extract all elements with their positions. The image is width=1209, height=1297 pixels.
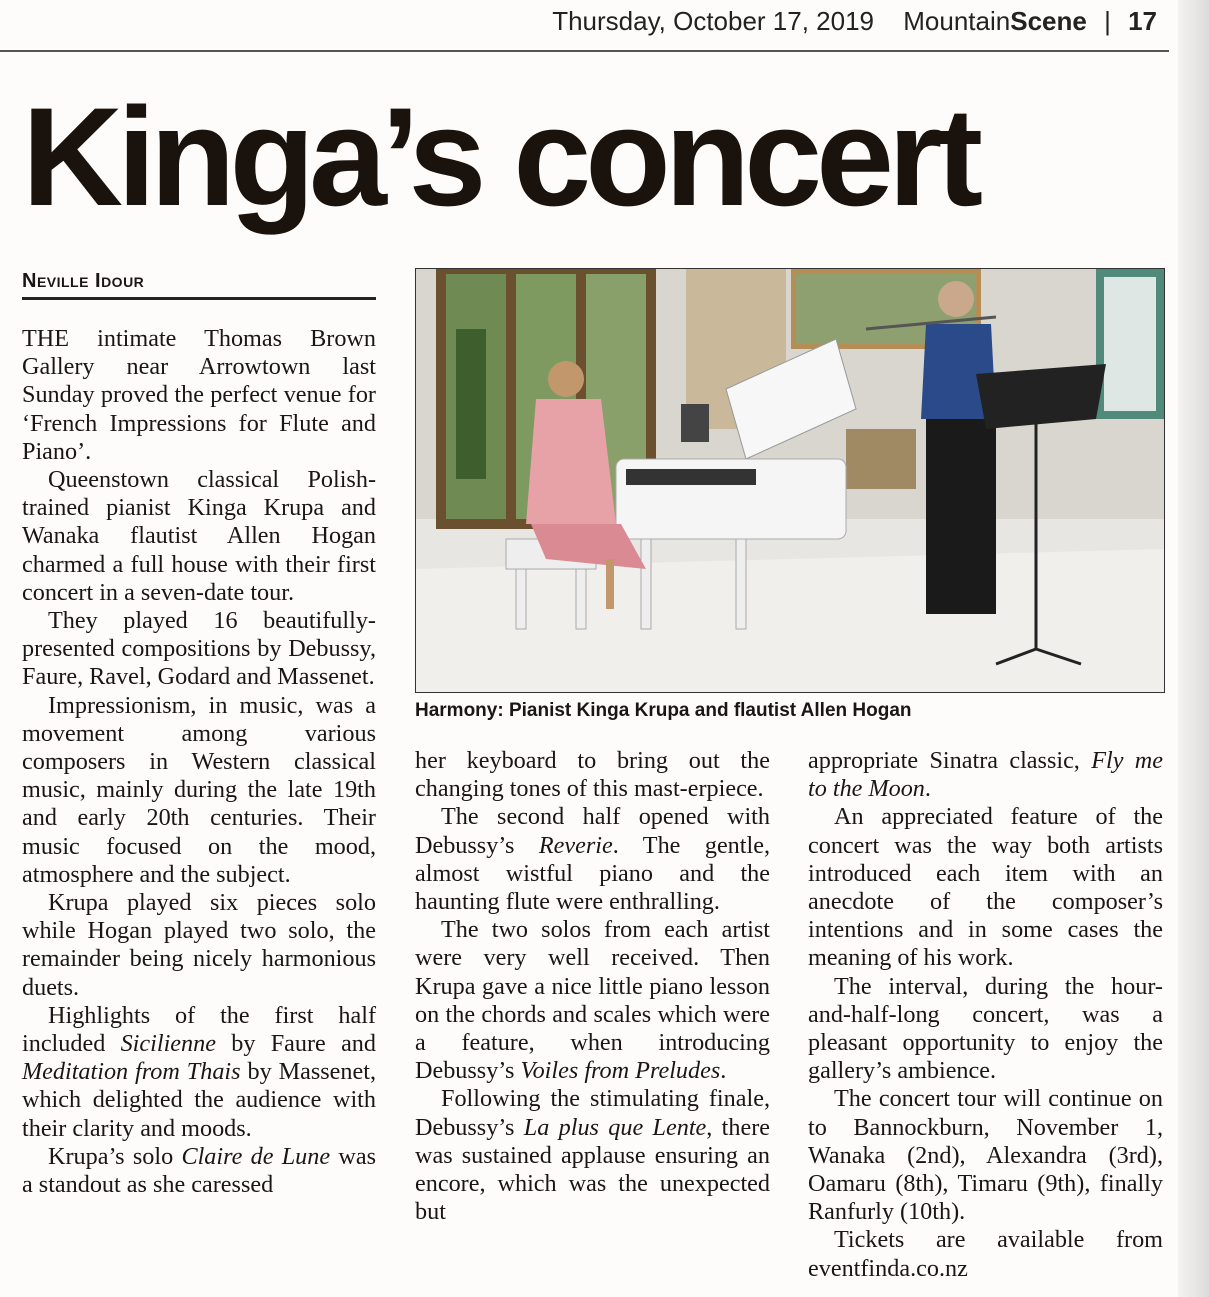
paragraph	[415, 916, 770, 1085]
text-run: .	[720, 1057, 727, 1085]
article-column-1	[22, 325, 376, 1199]
paragraph: THE intimate Thomas Brown Gallery near Arrowtown last Sunday proved the perfect venue for ‘French Impressions for Flute and Piano’.	[22, 325, 376, 465]
paragraph: Tickets are available from eventfinda.co.nz	[808, 1226, 1163, 1282]
brand-regular: Mountain	[903, 6, 1011, 36]
text-run: by Massenet, which delighted the audience with their clarity and moods.	[22, 1058, 376, 1142]
text-run: . The gentle, almost wistful piano and the haunting flute were enthralling.	[415, 831, 770, 916]
text-run: appropriate Sinatra classic,	[808, 747, 1092, 774]
paragraph	[415, 803, 770, 916]
text-run: Krupa’s solo	[48, 1142, 182, 1170]
text-run: was a standout as she caressed	[22, 1142, 376, 1199]
paragraph: The interval, during the hour-and-half-long concert, was a pleasant opportunity to enjoy the gallery’s ambience.	[808, 972, 1163, 1085]
paragraph	[415, 1085, 770, 1226]
italic-title: Sicilienne	[120, 1030, 216, 1058]
headline: Kinga’s concert	[22, 78, 978, 235]
article-column-3	[808, 747, 1163, 1283]
italic-title: Meditation from Thais	[22, 1058, 241, 1086]
italic-title: La plus que Lente	[523, 1113, 707, 1141]
italic-title: Voiles from Preludes	[520, 1057, 721, 1085]
brand-bold: Scene	[1010, 6, 1087, 36]
text-run: The second half opened with Debussy’s	[415, 803, 770, 859]
text-run: Following the stimulating finale, Debussy’s	[415, 1085, 770, 1141]
byline: Neville Idour	[22, 270, 376, 300]
page-edge-shadow	[1178, 0, 1209, 1297]
paragraph	[22, 1002, 376, 1143]
paragraph: Impressionism, in music, was a movement among various composers in Western classical music, mainly during the late 19th and early 20th centuries. Their music focused on the mood, atmosphere and the subject.	[22, 691, 376, 888]
paragraph: They played 16 beautifully-presented compositions by Debussy, Faure, Ravel, Godard and Massenet.	[22, 607, 376, 691]
paragraph: An appreciated feature of the concert was the way both artists introduced each item with an anecdote of the composer’s intentions and in some cases the meaning of his work.	[808, 803, 1163, 972]
italic-title: Claire de Lune	[181, 1142, 331, 1170]
header-rule	[0, 50, 1169, 52]
header-separator: |	[1104, 6, 1111, 36]
text-run: The two solos from each artist were very well received. Then Krupa gave a nice little piano lesson on the chords and scales which were a feature, when introducing Debussy’s	[415, 916, 770, 1085]
text-run: , there was sustained applause ensuring an encore, which was the unexpected but	[415, 1113, 771, 1226]
italic-title: Fly me to the Moon	[808, 747, 1163, 803]
article-column-2	[415, 747, 770, 1226]
concert-photo	[415, 268, 1165, 693]
paragraph: Queenstown classical Polish-trained pianist Kinga Krupa and Wanaka flautist Allen Hogan charmed a full house with their first concert in a seven-date tour.	[22, 466, 376, 606]
text-run: Highlights of the first half included	[22, 1001, 376, 1058]
issue-date: Thursday, October 17, 2019	[552, 6, 875, 36]
paragraph: Krupa played six pieces solo while Hogan played two solo, the remainder being nicely harmonious duets.	[22, 889, 376, 1001]
page-number: 17	[1128, 6, 1157, 36]
italic-title: Reverie	[538, 831, 613, 859]
page-header	[552, 6, 1157, 37]
photo-caption: Harmony: Pianist Kinga Krupa and flautist Allen Hogan	[415, 700, 912, 721]
text-run: by Faure and	[215, 1030, 376, 1058]
paragraph-continued: her keyboard to bring out the changing tones of this mast-erpiece.	[415, 747, 770, 803]
text-run: .	[924, 775, 931, 803]
paragraph	[22, 1143, 376, 1199]
paragraph: The concert tour will continue on to Bannockburn, November 1, Wanaka (2nd), Alexandra (3rd), Oamaru (8th), Timaru (9th), finally Ranfurly (10th).	[808, 1085, 1163, 1226]
masthead-brand	[903, 6, 1087, 36]
photo-illustration	[416, 269, 1164, 692]
paragraph-continued	[808, 747, 1163, 803]
